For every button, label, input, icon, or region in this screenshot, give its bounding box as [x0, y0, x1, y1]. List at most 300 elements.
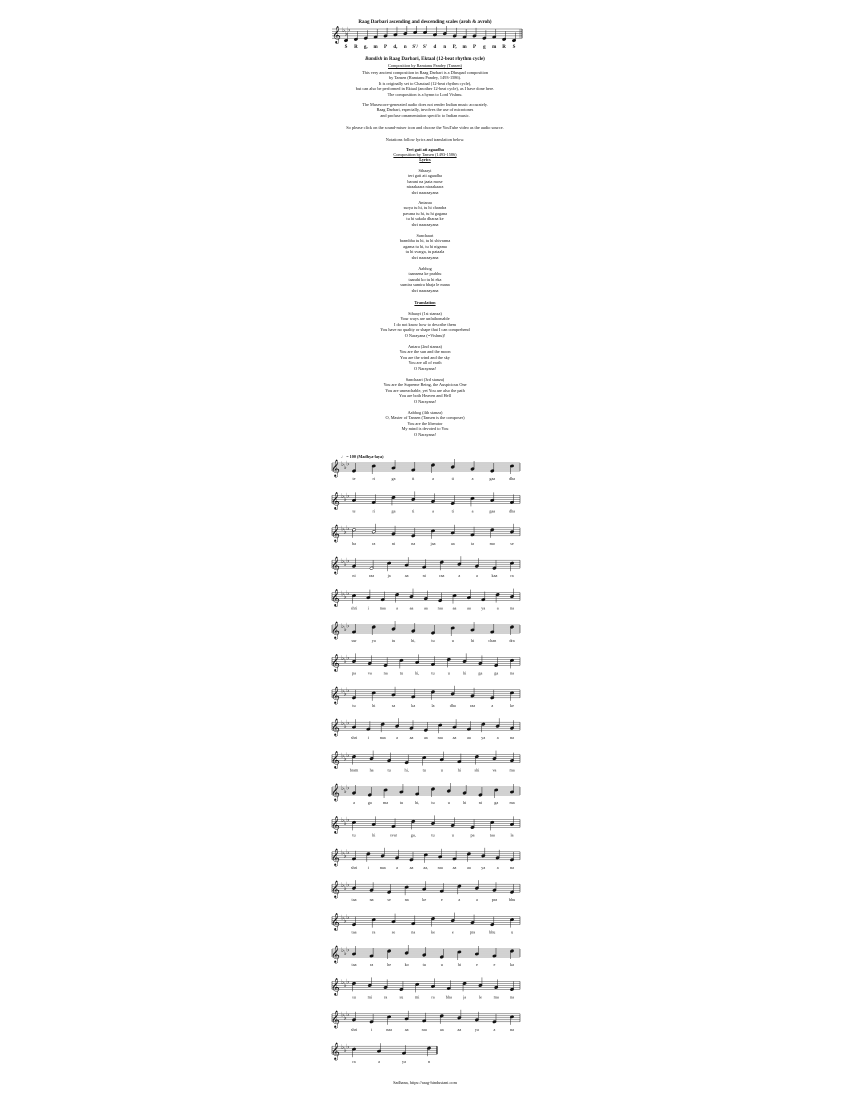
intro-line: The composition is a hymn to Lord Vishnu. [387, 91, 463, 97]
lyrics-stanza-sthaayi [0, 168, 850, 195]
lyric-syllable: ko [404, 962, 409, 967]
lyric-syllable: hi [457, 962, 461, 967]
translation-line: You are both Heaven and Hell [399, 393, 451, 399]
lyric-syllable: tu [399, 800, 404, 805]
lyric-syllable: mi [414, 994, 420, 1000]
scale-syllable: S [344, 45, 348, 50]
treble-clef-icon: 𝄞 [331, 655, 340, 672]
lyric-syllable: ti [451, 508, 454, 514]
lyric-syllable: ti [451, 476, 454, 481]
translation-stanza-1 [0, 311, 850, 338]
flat-icon: ♭ [341, 525, 345, 533]
flat-icon: ♭ [346, 784, 350, 792]
lyric-syllable: raa [439, 573, 445, 579]
treble-clef-icon: 𝄞 [331, 785, 340, 801]
flat-icon: ♭ [346, 654, 350, 662]
lyric-syllable: ja [387, 573, 391, 579]
lyric-syllable: ga [391, 476, 396, 481]
lyric-syllable: i [367, 864, 369, 870]
flat-icon: ♭ [343, 787, 347, 795]
flat-icon: ♭ [346, 849, 350, 857]
flat-icon: ♭ [341, 979, 345, 987]
lyric-syllable: bhu [508, 897, 516, 903]
treble-clef-icon: 𝄞 [332, 27, 341, 44]
stanza-label: Sanchaari [416, 233, 434, 238]
lyric-syllable: shri [350, 605, 358, 611]
lyric-syllable: bhu [489, 929, 496, 935]
lyric-syllable: pa [470, 832, 475, 838]
lyric-syllable: ga [494, 670, 499, 676]
flat-icon: ♭ [341, 687, 345, 695]
quarter-note-icon: ♩ [341, 454, 346, 459]
treble-clef-icon: 𝄞 [331, 590, 340, 607]
flat-icon: ♭ [346, 589, 350, 597]
lyric-syllable: sa [391, 702, 396, 708]
treble-clef-icon: 𝄞 [331, 817, 340, 834]
lyric-row [351, 606, 514, 611]
intro-line: It is originally set to Chautaal (12-beat rhythm cycle), [378, 80, 472, 86]
lyric-syllable: ni [478, 800, 483, 805]
scale-title: Raag Darbari ascending and descending scales (aroh & avroh) [358, 20, 492, 25]
lyric-syllable: ma [383, 800, 389, 805]
lyric-syllable: e [493, 962, 496, 967]
lyric-row [353, 800, 515, 806]
flat-icon: ♭ [346, 492, 350, 500]
lyric-syllable: ta [470, 540, 475, 546]
translation-line: You are unreachable, yet You are also the path [385, 387, 465, 393]
lyric-syllable: raa [421, 1026, 427, 1032]
lyric-syllable: se [387, 897, 391, 903]
flat-icon: ♭ [343, 690, 347, 698]
lyric-syllable: ga [391, 508, 396, 514]
lyric-syllable: hi [372, 702, 376, 708]
flat-icon: ♭ [343, 949, 347, 957]
treble-clef-icon: 𝄞 [331, 914, 340, 931]
flat-icon: ♭ [346, 719, 350, 727]
lyric-syllable: hi [462, 800, 467, 805]
lyric-syllable: shri [350, 735, 358, 741]
lyric-syllable: aa [467, 605, 471, 611]
lyric-syllable: pa [352, 670, 356, 676]
lyric-syllable: mo [489, 540, 495, 546]
lyric-syllable: raa [437, 864, 443, 870]
lyric-syllable: na [411, 540, 416, 546]
treble-clef-icon: 𝄞 [331, 979, 340, 996]
lyric-syllable: na [369, 897, 374, 903]
lyric-syllable: tu [352, 702, 356, 708]
lyric-syllable: se [510, 540, 514, 546]
treble-clef-icon: 𝄞 [331, 1011, 340, 1028]
lyric-syllable: ra [369, 962, 374, 967]
lyric-line: taansena ke prabhu [408, 271, 442, 277]
translation-line: You are all of earth [408, 360, 442, 366]
flat-icon: ♭ [346, 1011, 350, 1019]
lyric-syllable: aa [404, 573, 409, 579]
lyric-syllable: ra [372, 929, 376, 935]
lyric-syllable: aa [423, 735, 428, 741]
lyrics-heading: Lyrics [419, 157, 431, 162]
lyric-syllable: mi [367, 994, 373, 1000]
staff-system [331, 1010, 520, 1032]
staff-system [331, 848, 520, 871]
lyric-syllable: kaa [491, 573, 498, 579]
intro-line: by Tansen (Ramtanu Pandey, 1493-1586). [388, 75, 462, 81]
intro-para2 [0, 102, 850, 118]
lyric-syllable: e [475, 962, 478, 967]
lyric-row [352, 994, 514, 999]
lyric-syllable: a [458, 573, 461, 579]
staff-system [331, 1043, 437, 1064]
lyric-row [352, 832, 513, 838]
scale-syllable: m [462, 45, 467, 50]
lyric-syllable: raa [469, 702, 476, 708]
stanza-label: Aabhog [418, 266, 432, 271]
lyric-row [352, 573, 513, 578]
lyric-syllable: aa [409, 735, 414, 741]
staff-system [331, 556, 520, 578]
lyric-syllable: raa [437, 605, 443, 611]
flat-icon: ♭ [346, 913, 350, 921]
flat-icon: ♭ [342, 27, 346, 35]
lyric-syllable: a [396, 735, 399, 741]
translation-line: Your ways are unfathomable [400, 316, 450, 322]
intro-title-italic: Bandish [365, 57, 383, 62]
lyric-syllable: tu [422, 962, 426, 967]
flat-icon: ♭ [341, 720, 345, 727]
lyric-syllable: hi, [415, 800, 420, 805]
translation-stanza-2 [0, 344, 850, 371]
lyric-syllable: a [396, 605, 399, 611]
flat-icon: ♭ [343, 463, 347, 471]
staff-system [331, 653, 520, 676]
treble-clef-icon: 𝄞 [331, 623, 340, 639]
flat-icon: ♭ [341, 1011, 345, 1019]
translation-line: You are the Supreme Being, the Auspicious One [383, 382, 467, 388]
lyric-row [352, 476, 515, 481]
lyrics-stanza-aabhog [0, 266, 850, 293]
flat-icon: ♭ [343, 528, 347, 536]
lyric-row [352, 930, 514, 935]
lyric-syllable: u [447, 670, 450, 676]
lyric-syllable: sur [351, 638, 357, 643]
flat-icon: ♭ [343, 982, 347, 990]
intro-para4: Notations follow lyrics and translation below. [385, 137, 465, 142]
lyric-syllable: naa [379, 735, 386, 741]
lyric-syllable: aa [439, 1026, 444, 1032]
lyric-syllable: tu [387, 767, 391, 773]
lyric-syllable: pra [469, 929, 476, 935]
lyric-line: pavana tu hi, tu hi gagana [402, 210, 448, 216]
stanza-label: Antara (2nd stanza) [408, 344, 442, 349]
lyric-syllable: taa [351, 962, 357, 967]
translation-line: O, Master of Tansen (Tansen is the composer) [385, 415, 465, 421]
translation-line: O Narayana! [413, 398, 437, 404]
lyric-syllable: dha [508, 508, 516, 514]
lyric-syllable: ja [463, 994, 467, 1000]
flat-icon: ♭ [341, 622, 345, 630]
translation-line: O Narayana! [413, 431, 437, 437]
lyric-line: agama tu hi, tu hi nigama [403, 243, 447, 249]
staff-system [331, 913, 520, 935]
lyric-syllable: aa [404, 1026, 409, 1032]
flat-icon: ♭ [341, 817, 345, 825]
scale-staff [330, 26, 525, 50]
lyric-syllable: a [475, 897, 478, 903]
lyric-row [352, 703, 514, 708]
flat-icon: ♭ [341, 914, 345, 922]
lyric-syllable: e [451, 929, 454, 935]
lyric-syllable: raa [368, 573, 375, 579]
lyric-syllable: na [510, 994, 514, 1000]
lyric-syllable: ti [412, 476, 415, 481]
lyric-syllable: ra [383, 994, 388, 1000]
lyric-syllable: aa [467, 735, 471, 741]
lyric-row [351, 865, 514, 871]
staff-system [331, 977, 520, 999]
lyric-syllable: ke [510, 702, 514, 708]
intro-line: Raag Darbari, especially, involves the use of microtones [376, 107, 474, 113]
lyric-syllable: a [496, 605, 499, 611]
stanza-label: Sthaayi [418, 168, 432, 173]
flat-icon: ♭ [341, 1044, 345, 1051]
lyric-syllable: dra [509, 638, 515, 643]
lyric-syllable: ra [510, 573, 514, 579]
lyric-syllable: bha [445, 994, 452, 1000]
lyric-syllable: hi, [415, 670, 420, 676]
lyric-syllable: shri [350, 1026, 358, 1032]
flat-icon: ♭ [346, 460, 350, 468]
lyric-syllable: gaa [489, 508, 496, 514]
flat-icon: ♭ [346, 622, 350, 630]
lyric-syllable: ra [352, 1059, 356, 1065]
lyric-syllable: tu [431, 800, 435, 805]
scale-syllable: d [433, 45, 437, 50]
lyric-syllable: ya [481, 605, 486, 611]
staff-system [331, 815, 520, 838]
intro-line: and profuse ornamentation specific to Indian music. [380, 112, 470, 118]
lyric-row [351, 638, 514, 644]
lyric-syllable: aa [423, 605, 428, 611]
lyric-syllable: tu [431, 638, 435, 643]
lyric-syllable: u [510, 929, 514, 935]
lyric-syllable: na [383, 670, 388, 676]
scale-syllable: d, [393, 45, 398, 50]
lyric-syllable: ni [391, 540, 396, 546]
lyric-syllable: naa [379, 605, 386, 611]
scale-syllable: g, [363, 45, 368, 50]
lyric-syllable: aa [450, 540, 455, 546]
flat-icon: ♭ [343, 917, 347, 925]
lyric-syllable: ga [494, 800, 499, 805]
lyric-syllable: hi [462, 670, 467, 676]
scale-syllable: n [403, 45, 407, 50]
lyric-syllable: ri [372, 476, 376, 481]
stanza-label: Antaraa [418, 200, 432, 205]
lyric-syllable: a [491, 702, 494, 708]
lyric-syllable: tu [431, 832, 435, 838]
lyric-syllable: ke [431, 929, 435, 935]
lyric-syllable: naa [386, 1026, 393, 1032]
lyric-syllable: svar [390, 832, 397, 838]
lyric-line: tu hi svarga, tu pataala [405, 249, 445, 255]
lyric-syllable: jaa [430, 540, 436, 546]
lyric-row [352, 1059, 431, 1064]
lyric-syllable: tu [391, 638, 396, 643]
lyric-syllable: va [492, 767, 497, 773]
lyric-syllable: ka [411, 702, 416, 708]
lyric-syllable: a [458, 897, 461, 903]
lyric-syllable: ka [510, 962, 514, 967]
lyric-syllable: a [471, 476, 474, 481]
lyric-syllable: la [431, 702, 435, 708]
lyric-syllable: shri [350, 864, 358, 870]
lyric-syllable: a [475, 573, 478, 579]
lyric-syllable: ha [369, 767, 374, 773]
lyric-syllable: ya [481, 735, 486, 741]
staff-system [331, 686, 520, 708]
lyric-syllable: aa, [423, 864, 429, 870]
lyric-syllable: hi, [404, 767, 409, 773]
flat-icon: ♭ [341, 946, 345, 954]
intro-title-rest: in Raag Darbari, Ektaal (12-beat rhythm cycle) [382, 57, 485, 62]
lyric-syllable: se [391, 929, 396, 935]
scale-syllable: P [472, 45, 477, 50]
lyric-syllable: ra [372, 540, 376, 546]
lyric-syllable: ma [493, 994, 499, 1000]
translation-line: You are the wind and the sky [400, 354, 450, 360]
flat-icon: ♭ [341, 558, 345, 565]
flat-icon: ♭ [343, 1047, 347, 1054]
lyric-syllable: a [432, 508, 434, 514]
flat-icon: ♭ [343, 496, 347, 504]
staff-system [331, 459, 520, 481]
lyric-syllable: raa [437, 735, 443, 741]
treble-clef-icon: 𝄞 [331, 882, 340, 899]
treble-clef-icon: 𝄞 [331, 558, 340, 575]
lyric-syllable: ke [422, 897, 427, 903]
lyric-syllable: taa [489, 832, 495, 838]
lyric-syllable: aa [409, 864, 414, 870]
lyric-syllable: n [427, 1059, 431, 1065]
lyric-syllable: a [378, 1059, 380, 1065]
lyric-syllable: ga [367, 800, 372, 805]
intro-para3: So please click on the sound-mixer icon and choose the YouTube video as the audio source. [346, 125, 504, 130]
lyric-syllable: tu [422, 767, 426, 773]
lyric-line: sumira sumira bhaja le mana [400, 282, 450, 288]
treble-clef-icon: 𝄞 [331, 687, 340, 704]
flat-icon: ♭ [346, 751, 350, 759]
treble-clef-icon: 𝄞 [331, 1044, 340, 1061]
lyric-syllable: hi [470, 638, 475, 643]
lyric-syllable: na [411, 929, 416, 935]
lyric-syllable: na [404, 897, 409, 903]
flat-icon: ♭ [346, 525, 350, 533]
scale-syllable: S'/ [412, 45, 418, 50]
flat-icon: ♭ [346, 978, 350, 986]
lyric-syllable: na [510, 1026, 514, 1032]
lyric-line: teri gati ati agaadha [408, 173, 442, 179]
lyric-syllable: ni [422, 573, 426, 579]
flat-icon: ♭ [347, 26, 351, 34]
lyric-syllable: su [399, 994, 404, 1000]
stanza-label: Sthaayi (1st stanza) [408, 311, 442, 316]
scale-syllable: m [373, 45, 378, 50]
lyric-syllable: taa [351, 897, 357, 903]
lyrics-stanza-antaraa [0, 200, 850, 227]
flat-icon: ♭ [346, 687, 350, 695]
flat-icon: ♭ [343, 625, 347, 633]
lyric-line: niraakaara niraakaara [406, 184, 444, 190]
lyric-syllable: a [353, 800, 355, 805]
flat-icon: ♭ [346, 1043, 350, 1051]
staff-system [331, 880, 520, 902]
tempo-text: = 100 (Madhya-laya) [346, 454, 384, 459]
flat-icon: ♭ [341, 655, 345, 663]
lyric-syllable: u [451, 638, 454, 643]
lyric-syllable: ma [509, 767, 515, 773]
scale-syllable: P, [452, 45, 457, 50]
translation-line: You are the sun and the moon [399, 349, 451, 355]
translation-line: I do not know how to describe them [394, 321, 456, 327]
lyric-syllable: aa [409, 605, 414, 611]
scale-syllable: R [502, 45, 506, 50]
lyric-syllable: la [510, 832, 514, 838]
lyric-syllable: u [440, 962, 443, 967]
lyric-syllable: a [496, 864, 499, 870]
lyric-syllable: te [352, 508, 356, 514]
lyric-syllable: ra [431, 994, 435, 1000]
scale-syllable: S [512, 45, 516, 50]
intro-line: This very ancient composition in Raag Darbari is a Dhrupad composition [361, 70, 488, 75]
scale-syllable: R [354, 45, 358, 50]
translation-line: O Narayana! [413, 365, 437, 371]
lyric-line: barani na jaata mose [407, 178, 443, 184]
stanza-label: Sanchaari (3rd stanza) [405, 377, 445, 382]
lyric-syllable: hi [372, 832, 376, 838]
lyric-syllable: naa [379, 864, 386, 870]
scale-syllable: m [492, 45, 497, 50]
treble-clef-icon: 𝄞 [331, 493, 340, 510]
flat-icon: ♭ [341, 849, 345, 857]
lyric-syllable: a [396, 864, 399, 870]
lyric-syllable: aa [452, 735, 457, 741]
lyric-line: shri naaraayana [411, 221, 439, 227]
lyric-row [352, 508, 515, 513]
flat-icon: ♭ [343, 885, 347, 892]
lyric-line: taarahi ko tu hi eka [408, 276, 442, 282]
lyric-syllable: pra [491, 897, 498, 903]
lyric-syllable: e [440, 897, 443, 903]
lyric-line: shri naaraayana [411, 287, 439, 293]
intro-composer: Composition by Ramtanu Pandey (Tansen) [388, 63, 462, 68]
stanza-label: Aabhog (4th stanza) [407, 410, 443, 415]
scale-syllable: P [383, 45, 388, 50]
staff-system [331, 524, 520, 546]
lyric-syllable: ri [372, 508, 376, 514]
flat-icon: ♭ [341, 493, 345, 501]
lyric-syllable: ma [509, 800, 515, 805]
lyric-syllable: i [370, 1026, 373, 1032]
lyric-row [351, 1027, 514, 1032]
treble-clef-icon: 𝄞 [331, 525, 340, 542]
flat-icon: ♭ [341, 784, 345, 792]
lyric-syllable: na [510, 605, 514, 611]
lyric-row [352, 897, 516, 902]
lyric-syllable: hi, [411, 638, 416, 643]
lyric-syllable: na [510, 735, 514, 741]
lyric-syllable: dha [449, 702, 456, 708]
lyric-syllable: te [352, 476, 356, 481]
